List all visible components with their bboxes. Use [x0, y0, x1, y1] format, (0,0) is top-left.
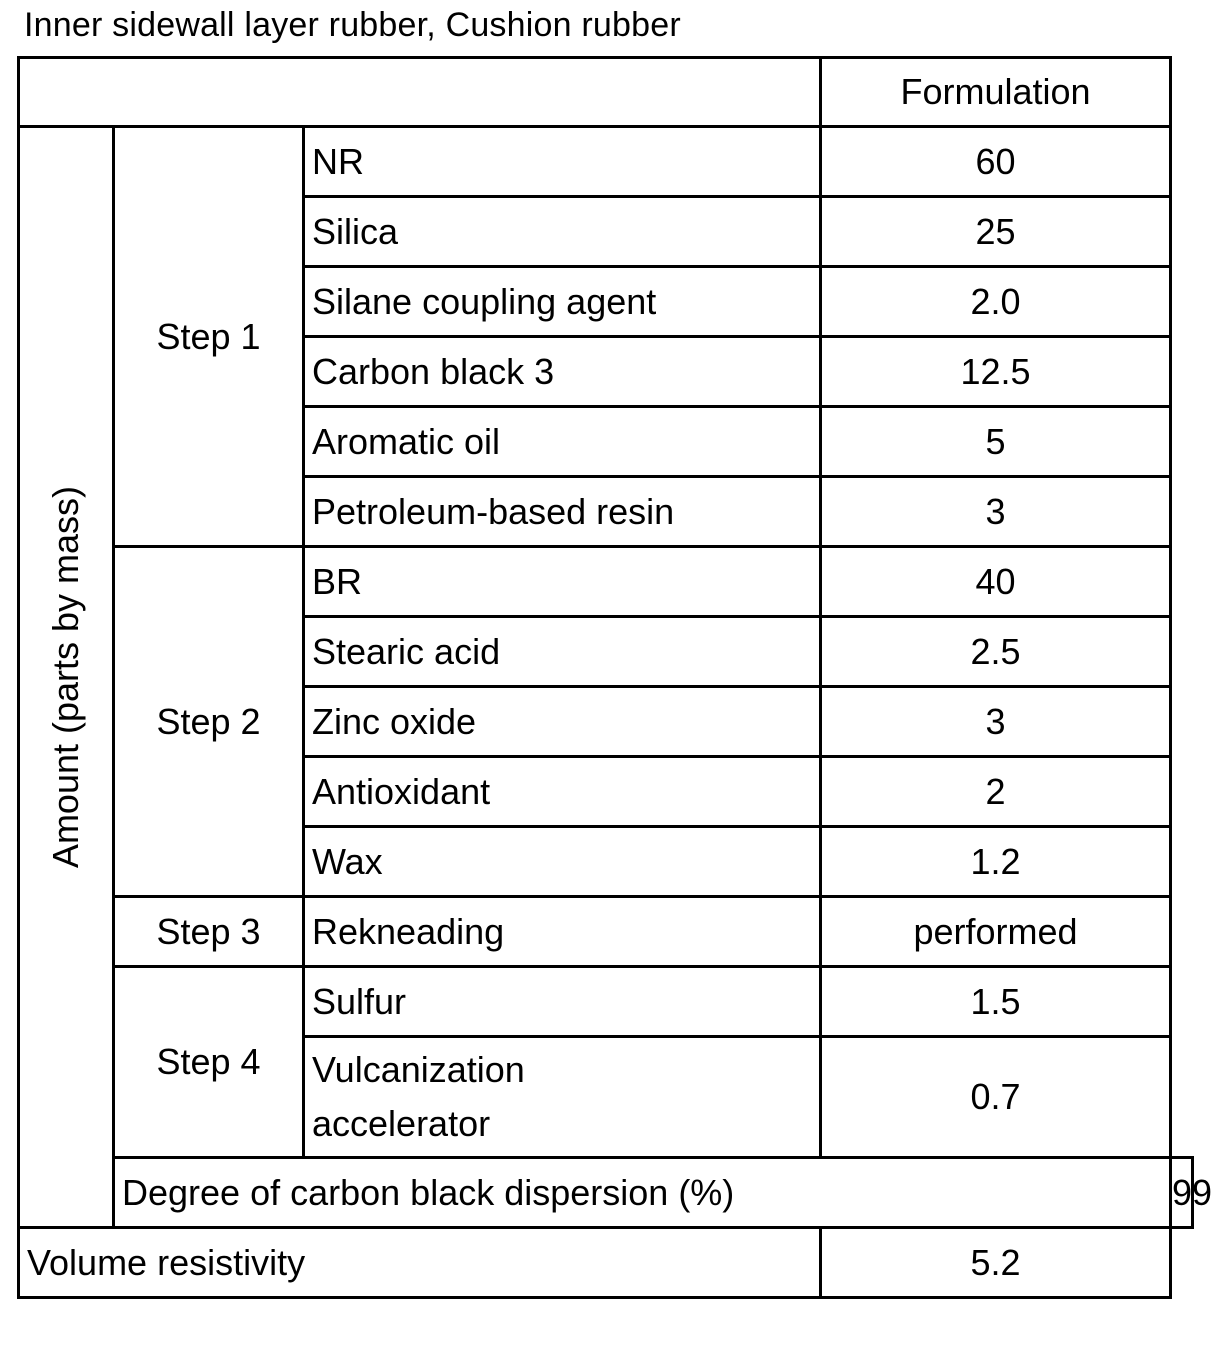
ingredient-name: Stearic acid: [304, 617, 821, 687]
ingredient-name: Petroleum-based resin: [304, 477, 821, 547]
column-header-formulation: Formulation: [821, 58, 1171, 127]
ingredient-name: Silica: [304, 197, 821, 267]
ingredient-name: Rekneading: [304, 897, 821, 967]
ingredient-value: 40: [821, 547, 1171, 617]
ingredient-value: 2.0: [821, 267, 1171, 337]
result-value: 5.2: [821, 1228, 1171, 1298]
ingredient-value: 2.5: [821, 617, 1171, 687]
ingredient-value: 25: [821, 197, 1171, 267]
ingredient-value: 3: [821, 687, 1171, 757]
amount-label: Amount (parts by mass): [45, 485, 86, 869]
header-blank-cell: [19, 58, 821, 127]
ingredient-name: [304, 1037, 821, 1158]
ingredient-name: Sulfur: [304, 967, 821, 1037]
result-value: 99: [1171, 1158, 1193, 1228]
ingredient-name: BR: [304, 547, 821, 617]
ingredient-value: 2: [821, 757, 1171, 827]
ingredient-name: Silane coupling agent: [304, 267, 821, 337]
ingredient-value: 5: [821, 407, 1171, 477]
amount-label-cell: [19, 127, 114, 1228]
ingredient-name-line-2: accelerator: [312, 1103, 491, 1144]
table-row: [19, 967, 1193, 1037]
formulation-table: [17, 56, 1212, 1299]
ingredient-name: Wax: [304, 827, 821, 897]
table-row: [19, 127, 1193, 197]
result-row: [19, 1158, 1193, 1228]
ingredient-name-line-1: Vulcanization: [312, 1049, 525, 1090]
ingredient-value: 1.2: [821, 827, 1171, 897]
step-3-label: Step 3: [114, 897, 304, 967]
step-4-label: Step 4: [114, 967, 304, 1158]
table-caption: Inner sidewall layer rubber, Cushion rubber: [24, 6, 681, 44]
ingredient-name: Antioxidant: [304, 757, 821, 827]
ingredient-value: 0.7: [821, 1037, 1171, 1158]
ingredient-name: Zinc oxide: [304, 687, 821, 757]
ingredient-value: performed: [821, 897, 1171, 967]
header-row: [19, 58, 1193, 127]
ingredient-name: Carbon black 3: [304, 337, 821, 407]
result-name: Degree of carbon black dispersion (%): [114, 1158, 1171, 1228]
ingredient-name: NR: [304, 127, 821, 197]
result-row: [19, 1228, 1193, 1298]
table-row: [19, 547, 1193, 617]
step-2-label: Step 2: [114, 547, 304, 897]
table-row: [19, 897, 1193, 967]
step-1-label: Step 1: [114, 127, 304, 547]
result-name: Volume resistivity: [19, 1228, 821, 1298]
ingredient-value: 12.5: [821, 337, 1171, 407]
ingredient-value: 3: [821, 477, 1171, 547]
ingredient-name: Aromatic oil: [304, 407, 821, 477]
ingredient-value: 60: [821, 127, 1171, 197]
ingredient-value: 1.5: [821, 967, 1171, 1037]
